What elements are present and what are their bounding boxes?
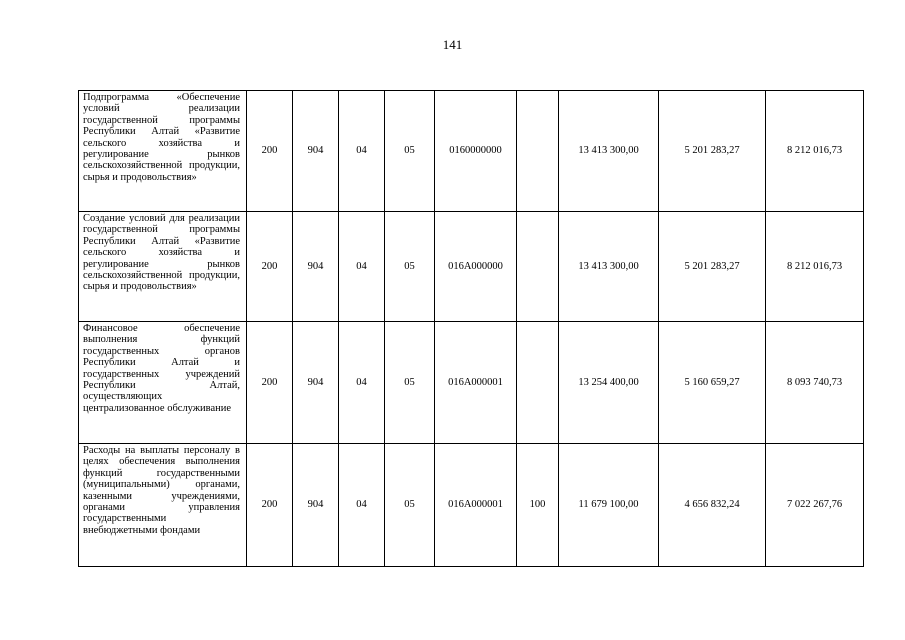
budget-table xyxy=(78,90,864,567)
cell-name: Расходы на выплаты персоналу в целях обеспечения выполнения функций государственными (муниципальными) органами, казенными учреждениями, органами управления государственными внебюджетными фондами xyxy=(79,444,247,567)
cell-remainder: 7 022 267,76 xyxy=(766,444,864,567)
cell-subchapter: 05 xyxy=(385,444,435,567)
table-row xyxy=(79,444,864,567)
cell-subchapter: 05 xyxy=(385,322,435,444)
cell-executed: 5 201 283,27 xyxy=(659,212,766,322)
cell-plan: 13 254 400,00 xyxy=(559,322,659,444)
cell-target-article: 0160000000 xyxy=(435,91,517,212)
cell-remainder: 8 212 016,73 xyxy=(766,91,864,212)
cell-section: 200 xyxy=(247,91,293,212)
cell-chapter: 04 xyxy=(339,91,385,212)
cell-expense-type: 100 xyxy=(517,444,559,567)
table-row xyxy=(79,212,864,322)
cell-ministry: 904 xyxy=(293,91,339,212)
page-number: 141 xyxy=(442,37,463,52)
cell-executed: 5 201 283,27 xyxy=(659,91,766,212)
cell-target-article: 016А000001 xyxy=(435,444,517,567)
cell-ministry: 904 xyxy=(293,322,339,444)
cell-expense-type xyxy=(517,322,559,444)
cell-name: Финансовое обеспечение выполнения функций государственных органов Республики Алтай и государственных учреждений Республики Алтай, осуществляющих централизованное обслуживание xyxy=(79,322,247,444)
cell-plan: 13 413 300,00 xyxy=(559,212,659,322)
cell-remainder: 8 093 740,73 xyxy=(766,322,864,444)
cell-section: 200 xyxy=(247,444,293,567)
cell-plan: 13 413 300,00 xyxy=(559,91,659,212)
cell-executed: 5 160 659,27 xyxy=(659,322,766,444)
cell-name: Создание условий для реализации государственной программы Республики Алтай «Развитие сельского хозяйства и регулирование рынков сельскохозяйственной продукции, сырья и продовольствия» xyxy=(79,212,247,322)
cell-name: Подпрограмма «Обеспечение условий реализации государственной программы Республики Алтай «Развитие сельского хозяйства и регулирование рынков сельскохозяйственной продукции, сырья и продовольствия» xyxy=(79,91,247,212)
cell-remainder: 8 212 016,73 xyxy=(766,212,864,322)
cell-chapter: 04 xyxy=(339,212,385,322)
cell-section: 200 xyxy=(247,212,293,322)
table-row xyxy=(79,322,864,444)
cell-executed: 4 656 832,24 xyxy=(659,444,766,567)
cell-subchapter: 05 xyxy=(385,212,435,322)
cell-subchapter: 05 xyxy=(385,91,435,212)
cell-target-article: 016А000001 xyxy=(435,322,517,444)
cell-chapter: 04 xyxy=(339,322,385,444)
cell-chapter: 04 xyxy=(339,444,385,567)
cell-target-article: 016А000000 xyxy=(435,212,517,322)
cell-ministry: 904 xyxy=(293,212,339,322)
cell-expense-type xyxy=(517,212,559,322)
table-row xyxy=(79,91,864,212)
cell-section: 200 xyxy=(247,322,293,444)
cell-plan: 11 679 100,00 xyxy=(559,444,659,567)
cell-ministry: 904 xyxy=(293,444,339,567)
cell-expense-type xyxy=(517,91,559,212)
